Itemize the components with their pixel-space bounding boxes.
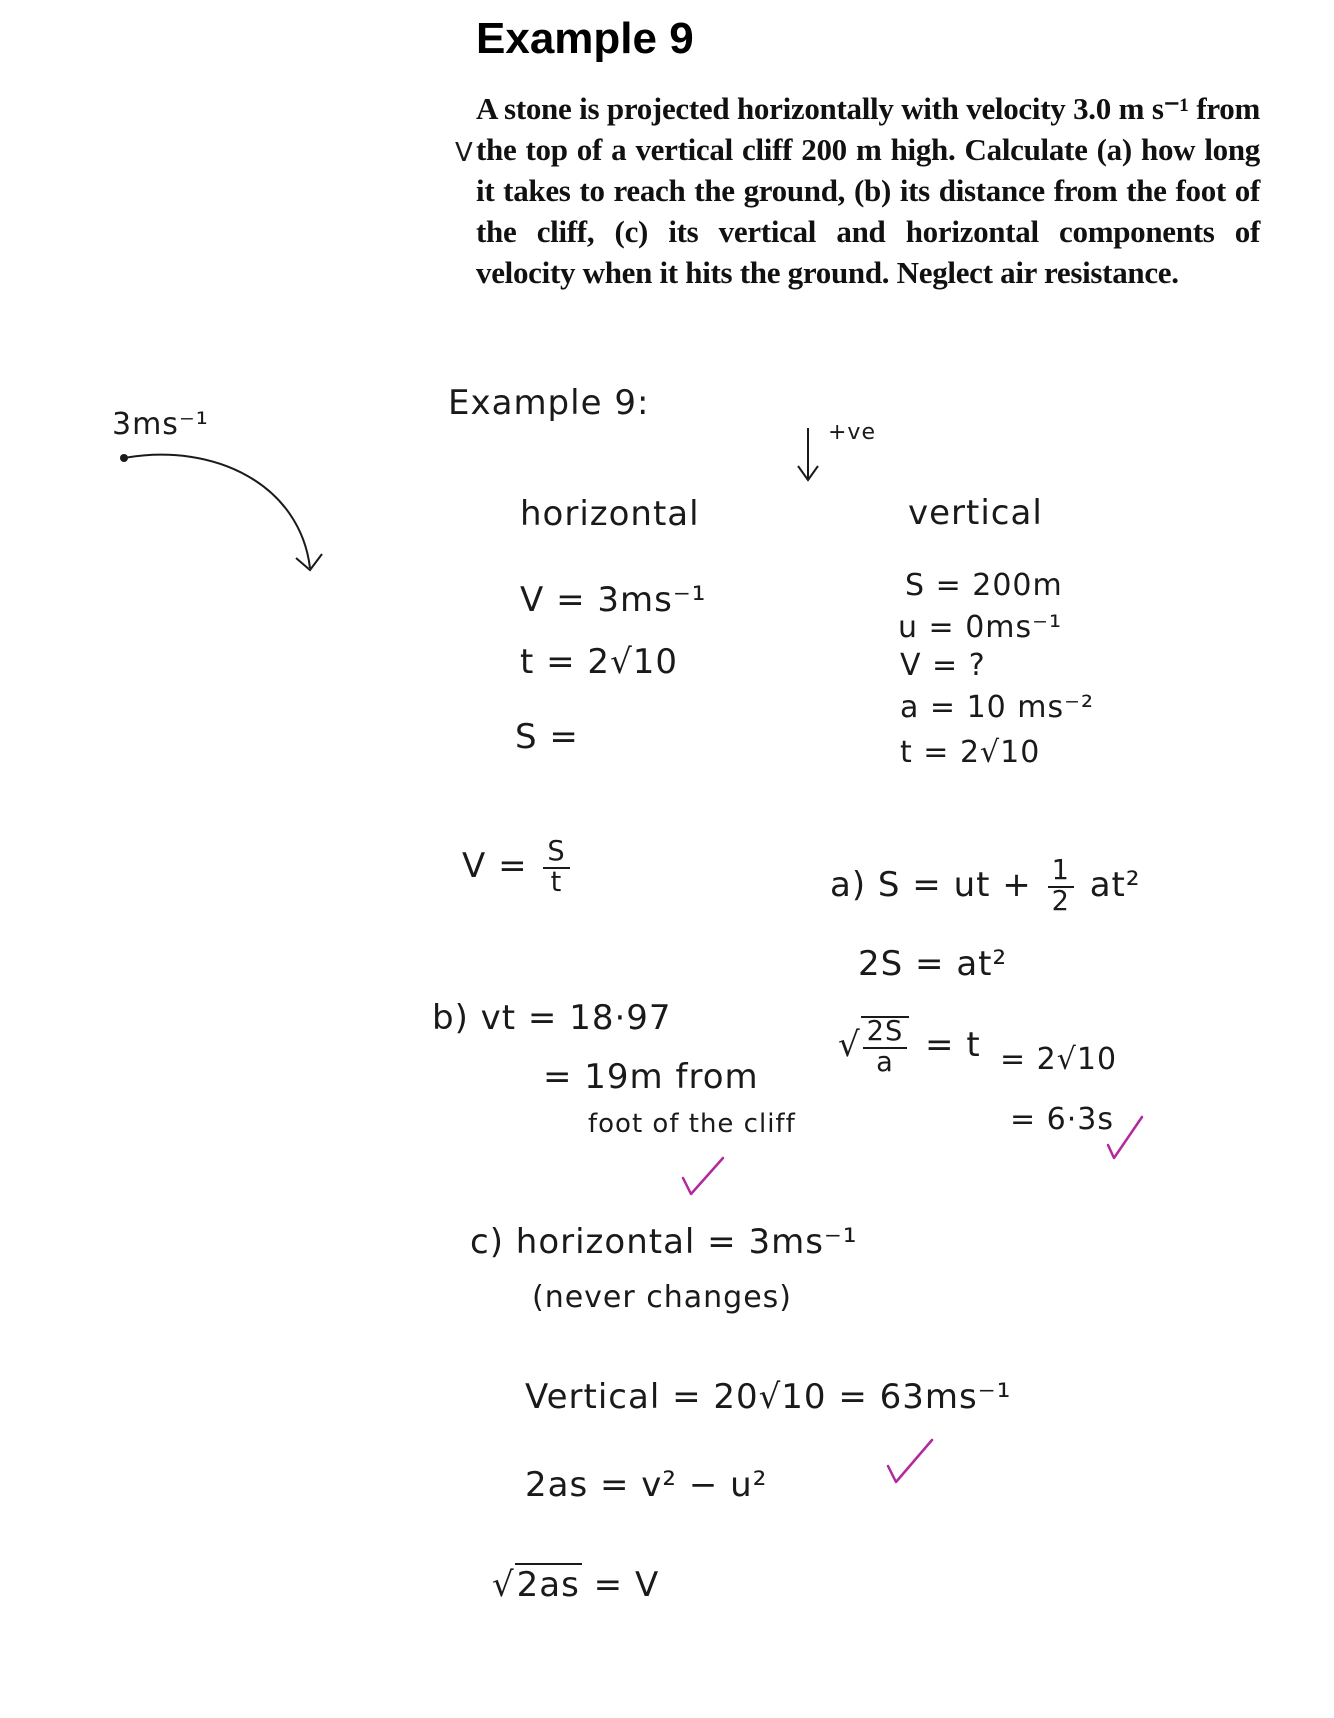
part-b-line3: foot of the cliff [588,1109,796,1139]
vertical-acceleration: a = 10 ms⁻² [900,690,1095,725]
horizontal-distance: S = [515,717,579,757]
part-b-line2: = 19m from [543,1057,759,1097]
example-title: Example 9 [476,14,694,63]
vertical-heading: vertical [908,493,1043,533]
part-c-horizontal: c) horizontal = 3ms⁻¹ [470,1222,858,1262]
velocity-formula: V = $\frac{S}{t}$ [462,838,574,897]
check-mark-icon [1108,1117,1142,1158]
horizontal-time: t = 2√10 [520,642,678,682]
trajectory-diagram [120,454,322,570]
sign-convention-label: +ve [828,420,876,445]
part-a-suvat-equation: a) S = ut + $\frac{1}{2}$ at² [830,855,1141,917]
part-c-sqrt-equation: √2as = V [492,1565,660,1605]
problem-statement: A stone is projected horizontally with velocity 3.0 m s⁻¹ from the top of a vertical cliff 200 m high. Calculate (a) how long it takes to reach the ground, (b) its distance from the foot of the cliff, (c) its vertical and horizontal components of velocity when it hits the ground. Neglect air resistance. [476,91,1260,290]
part-a-sqrt-expression: √ $\frac{2S}{a}$ = t [838,1016,981,1078]
check-mark-icon [888,1440,932,1482]
positive-down-arrow-icon [798,428,818,480]
part-a-result-decimal: = 6·3s [1010,1102,1115,1137]
part-c-suvat-equation: 2as = v² − u² [525,1465,768,1505]
horizontal-velocity: V = 3ms⁻¹ [520,580,707,620]
part-c-note: (never changes) [532,1280,792,1315]
trajectory-curve [124,455,310,568]
vertical-initial-velocity: u = 0ms⁻¹ [898,610,1063,645]
notes-heading: Example 9: [448,383,650,423]
part-a-result-exact: = 2√10 [1000,1042,1118,1077]
initial-speed-label: 3ms⁻¹ [112,407,209,442]
part-c-vertical-value: Vertical = 20√10 = 63ms⁻¹ [525,1377,1012,1417]
part-a-rearranged: 2S = at² [858,944,1008,984]
margin-mark: V [455,138,474,168]
horizontal-heading: horizontal [520,494,700,534]
check-mark-icon [683,1158,723,1194]
vertical-displacement: S = 200m [905,568,1063,603]
vertical-final-velocity: V = ? [900,648,986,683]
vertical-time: t = 2√10 [900,735,1041,770]
part-b-line1: b) vt = 18·97 [432,998,672,1038]
